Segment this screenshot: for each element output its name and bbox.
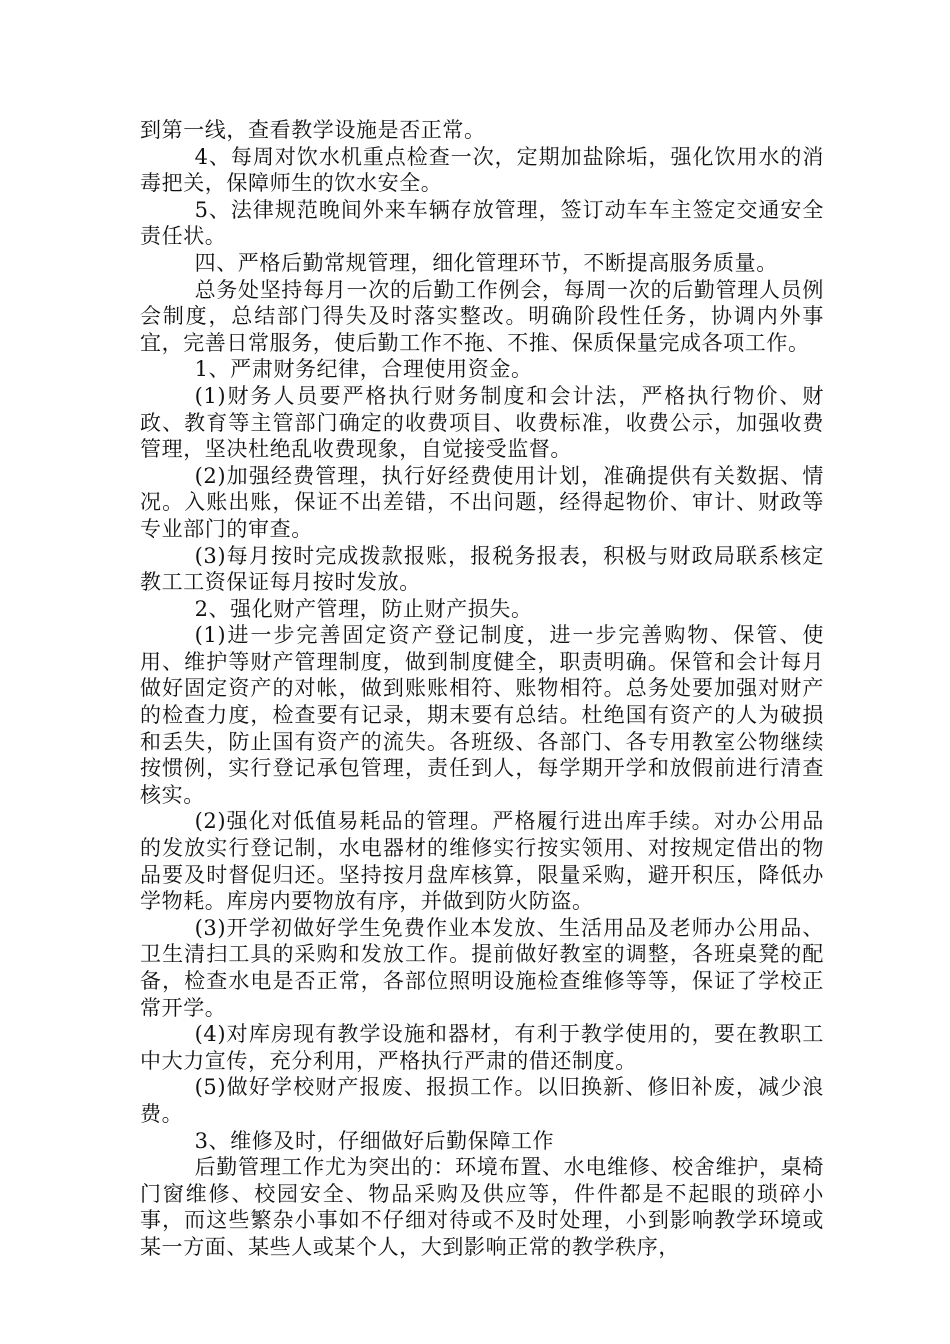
paragraph-17: 后勤管理工作尤为突出的：环境布置、水电维修、校舍维护，桌椅门窗维修、校园安全、物品采购及供应等，件件都是不起眼的琐碎小事，而这些繁杂小事如不仔细对待或不及时处理，小到影响教学环境或某一方面、某些人或某个人，大到影响正常的教学秩序， — [140, 1155, 824, 1259]
paragraph-14: (4)对库房现有教学设施和器材，有利于教学使用的，要在教职工中大力宣传，充分利用，严格执行严肃的借还制度。 — [140, 1022, 824, 1073]
paragraph-15: (5)做好学校财产报废、报损工作。以旧换新、修旧补废，减少浪费。 — [140, 1075, 824, 1126]
paragraph-9: (3)每月按时完成拨款报账，报税务报表，积极与财政局联系核定教工工资保证每月按时发放。 — [140, 543, 824, 595]
paragraph-2: 4、每周对饮水机重点检查一次，定期加盐除垢，强化饮用水的消毒把关，保障师生的饮水安全。 — [140, 144, 824, 196]
subheading-maintenance: 3、维修及时，仔细做好后勤保障工作 — [194, 1128, 555, 1153]
paragraph-8: (2)加强经费管理，执行好经费使用计划，准确提供有关数据、情况。入账出账，保证不出差错，不出问题，经得起物价、审计、财政等专业部门的审查。 — [140, 463, 824, 541]
paragraph-12: (2)强化对低值易耗品的管理。严格履行进出库手续。对办公用品的发放实行登记制，水电器材的维修实行按实领用、对按规定借出的物品要及时督促归还。坚持按月盘库核算，限量采购，避开积压，降低办学物耗。库房内要物放有序，并做到防火防盗。 — [140, 809, 824, 914]
paragraph-3: 5、法律规范晚间外来车辆存放管理，签订动车车主签定交通安全责任状。 — [140, 197, 824, 249]
paragraph-5: 总务处坚持每月一次的后勤工作例会，每周一次的后勤管理人员例会制度，总结部门得失及时落实整改。明确阶段性任务，协调内外事宜，完善日常服务，使后勤工作不拖、不推、保质保量完成各项工作。 — [140, 277, 824, 355]
subheading-finance: 1、严肃财务纪律，合理使用资金。 — [194, 357, 533, 382]
section-heading-4: 四、严格后勤常规管理，细化管理环节，不断提高服务质量。 — [194, 250, 778, 275]
subheading-property: 2、强化财产管理，防止财产损失。 — [194, 596, 533, 621]
paragraph-7: (1)财务人员要严格执行财务制度和会计法，严格执行物价、财政、教育等主管部门确定的收费项目、收费标准，收费公示，加强收费管理，坚决杜绝乱收费现象，自觉接受监督。 — [140, 383, 824, 462]
paragraph-13: (3)开学初做好学生免费作业本发放、生活用品及老师办公用品、卫生清扫工具的采购和发放工作。提前做好教室的调整，各班桌凳的配备，检查水电是否正常，各部位照明设施检查维修等等，保证了学校正常开学。 — [140, 915, 824, 1020]
paragraph-1: 到第一线，查看教学设施是否正常。 — [140, 118, 486, 142]
document-body — [140, 117, 824, 1261]
paragraph-11: (1)进一步完善固定资产登记制度，进一步完善购物、保管、使用、维护等财产管理制度，做到制度健全，职责明确。保管和会计每月做好固定资产的对帐，做到账账相符、账物相符。总务处要加强对财产的检查力度，检查要有记录，期末要有总结。杜绝国有资产的人为破损和丢失，防止国有资产的流失。各班级、各部门、各专用教室公物继续按惯例，实行登记承包管理，责任到人，每学期开学和放假前进行清查核实。 — [140, 623, 824, 807]
